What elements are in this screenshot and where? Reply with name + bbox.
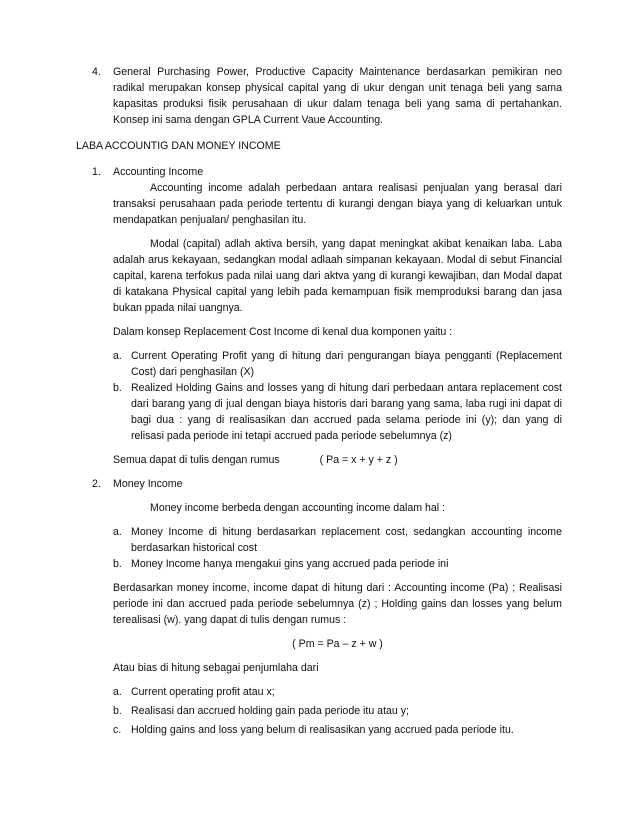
list-item-4	[76, 64, 562, 128]
list-number: 2.	[92, 478, 101, 490]
list-letter: b.	[113, 382, 122, 394]
money-income-paragraph: Berdasarkan money income, income dapat di hitung dari : Accounting income (Pa) ; Realisasi periode ini dan accrued pada periode sebelumnya (z) ; Holding gains dan losses yang belum terealisasi (w). yang dapat di tulis dengan rumus :	[113, 582, 562, 626]
list-item-text: Money Income di hitung berdasarkan replacement cost, sedangkan accounting income berdasarkan historical cost	[131, 526, 562, 554]
list-number: 1.	[92, 166, 101, 178]
list-item	[76, 348, 562, 380]
list-letter: a.	[113, 686, 122, 698]
list-item-text: General Purchasing Power, Productive Capacity Maintenance berdasarkan pemikiran neo radikal merupakan konsep physical capital yang di ukur dengan unit tenaga beli yang sama kapasitas produksi fisik perusahaan di ukur dalam tenaga beli yang sama di pertahankan. Konsep ini sama dengan GPLA Current Vaue Accounting.	[113, 66, 562, 126]
list-item-text: Realisasi dan accrued holding gain pada periode itu atau y;	[131, 705, 409, 717]
formula-line	[76, 452, 562, 468]
list-letter: c.	[113, 724, 122, 736]
subsection-title: Accounting Income	[113, 166, 204, 178]
capital-paragraph: Modal (capital) adlah aktiva bersih, yang dapat meningkat akibat kenaikan laba. Laba adalah arus kekayaan, sedangkan modal adlaah simpanan kekayaan. Modal di sebut Financial capital, karena terfokus pada nilai uang dari aktva yang di kurangi kewajiban, dan Modal dapat di katakana Physical capital yang lebih pada kemampuan fisik memproduksi barang dan jasa bukan ppada nilai uangnya.	[113, 238, 562, 314]
accounting-income-definition: Accounting income adalah perbedaan antara realisasi penjualan yang berasal dari transaksi perusahaan pada periode tertentu di kurangi dengan biaya yang di keluarkan untuk mendapatkan penjualan/ penghasilan itu.	[113, 182, 562, 226]
subsection-title: Money Income	[113, 478, 183, 490]
money-income-heading	[76, 476, 562, 492]
list-item	[76, 703, 562, 719]
list-letter: a.	[113, 526, 122, 538]
list-item	[76, 684, 562, 700]
section-heading: LABA ACCOUNTIG DAN MONEY INCOME	[76, 140, 281, 152]
list-item-text: Realized Holding Gains and losses yang di hitung dari perbedaan antara replacement cost dari barang yang di jual dengan biaya historis dari barang yang sama, laba rugi ini dapat di bagi dua : yang di realisasikan dan accrued pada selama periode ini (y); dan yang di relisasi pada periode ini tetapi accrued pada periode sebelumnya (z)	[131, 382, 562, 442]
list-letter: b.	[113, 705, 122, 717]
alternative-intro: Atau bias di hitung sebagai penjumlaha dari	[113, 662, 319, 674]
accounting-income-heading	[76, 164, 562, 180]
list-letter: b.	[113, 558, 122, 570]
components-intro: Dalam konsep Replacement Cost Income di kenal dua komponen yaitu :	[113, 326, 453, 338]
list-item	[76, 556, 562, 572]
list-item-text: Holding gains and loss yang belum di realisasikan yang accrued pada periode itu.	[131, 724, 514, 736]
list-item	[76, 722, 562, 738]
list-item-text: Current operating profit atau x;	[131, 686, 275, 698]
list-number: 4.	[92, 66, 101, 78]
list-item	[76, 380, 562, 444]
list-item-text: Current Operating Profit yang di hitung dari pengurangan biaya pengganti (Replacement Cost) dari penghasilan (X)	[131, 350, 562, 378]
formula: ( Pa = x + y + z )	[319, 454, 398, 466]
money-income-intro: Money income berbeda dengan accounting income dalam hal :	[150, 502, 446, 514]
money-income-formula: ( Pm = Pa – z + w )	[292, 638, 383, 650]
list-item	[76, 524, 562, 556]
list-letter: a.	[113, 350, 122, 362]
formula-label: Semua dapat di tulis dengan rumus	[113, 454, 280, 466]
list-item-text: Money Income hanya mengakui gins yang accrued pada periode ini	[131, 558, 449, 570]
